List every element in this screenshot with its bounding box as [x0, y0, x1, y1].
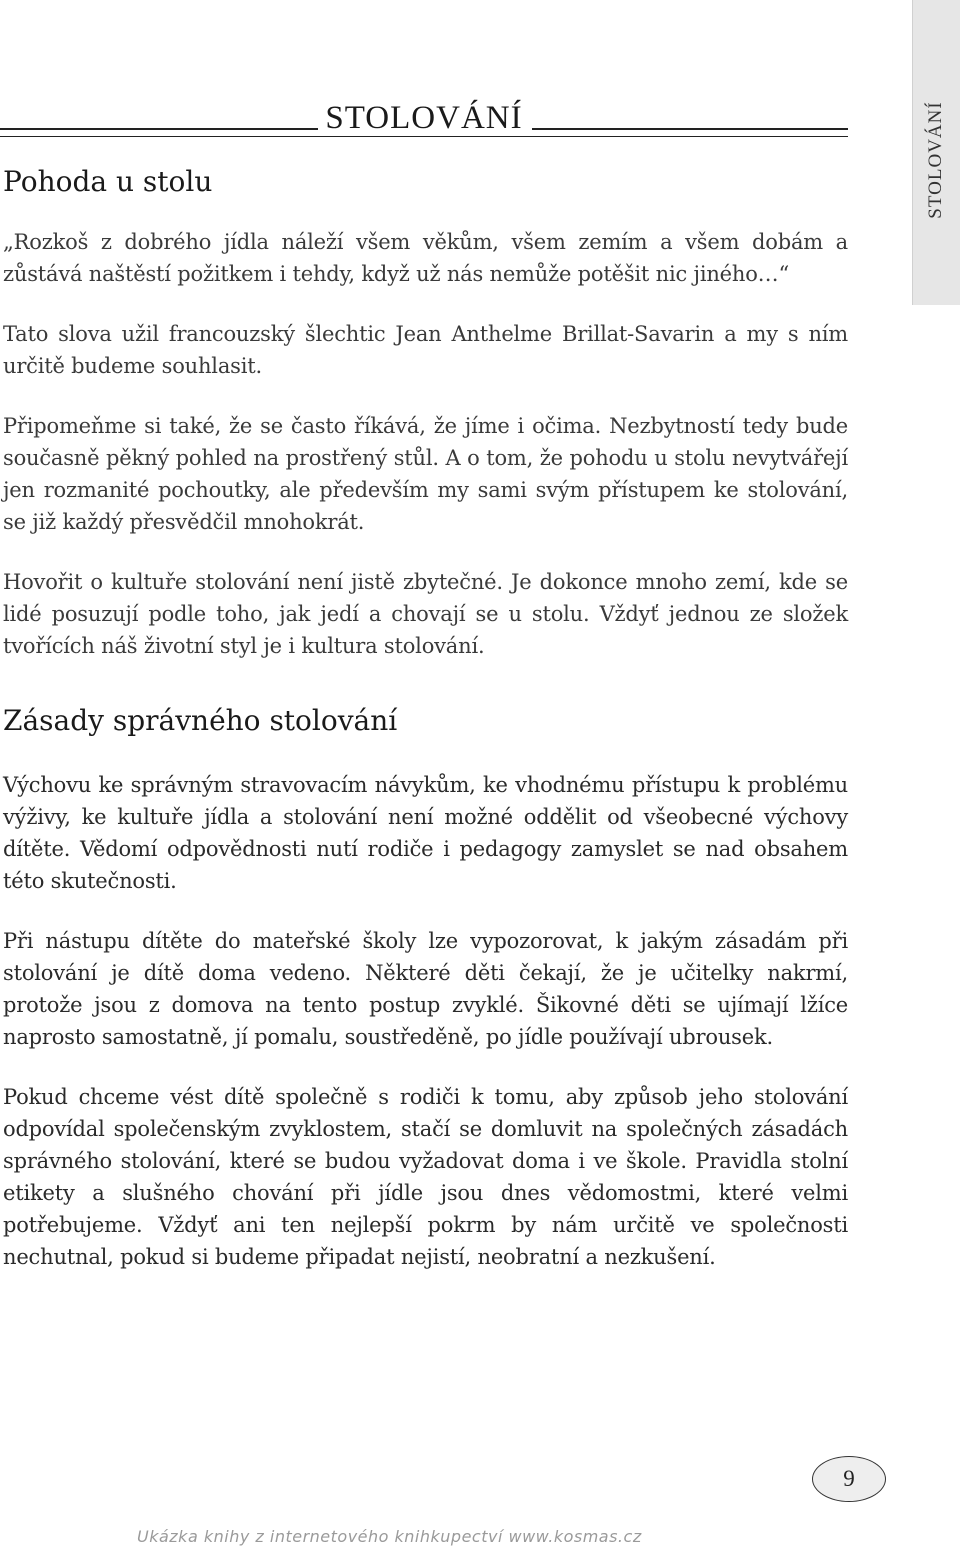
page-number: 9 — [812, 1456, 886, 1502]
paragraph: Připomeňme si také, že se často říkává, že jíme i očima. Nezbytností tedy bude současně pěkný pohled na prostřený stůl. A o tom, že pohodu u stolu nevytvářejí jen rozmanité pochoutky, ale především my sami svým přístupem ke stolování, se již každý přesvědčil mnohokrát. — [3, 414, 848, 534]
section-heading-pohoda: Pohoda u stolu — [3, 165, 213, 198]
chapter-title: STOLOVÁNÍ — [325, 100, 523, 136]
paragraph: Tato slova užil francouzský šlechtic Jean Anthelme Brillat-Savarin a my s ním určitě budeme souhlasit. — [3, 322, 848, 378]
section-heading-zasady: Zásady správného stolování — [3, 704, 398, 737]
paragraph: Pokud chceme vést dítě společně s rodiči k tomu, aby způsob jeho stolování odpovídal společenským zvyklostem, stačí se domluvit na společných zásadách správného stolování, které se budou vyžadovat doma i ve škole. Pravidla stolní etikety a slušného chování při jídle jsou dnes vědomostmi, které velmi potřebujeme. Vždyť ani ten nejlepší pokrm by nám určitě ve společnosti nechutnal, pokud si budeme připadat nejistí, neobratní a nezkušení. — [3, 1085, 848, 1269]
paragraph: Hovořit o kultuře stolování není jistě zbytečné. Je dokonce mnoho zemí, kde se lidé posuzují podle toho, jak jedí a chovají se u stolu. Vždyť jednou ze složek tvořících náš životní styl je i kultura stolování. — [3, 570, 848, 658]
paragraph: Výchovu ke správným stravovacím návykům, ke vhodnému přístupu k problému výživy, ke kultuře jídla a stolování není možné oddělit od všeobecné výchovy dítěte. Vědomí odpovědnosti nutí rodiče i pedagogy zamyslet se nad obsahem této skutečnosti. — [3, 773, 848, 893]
chapter-header — [0, 100, 848, 140]
quote-paragraph: „Rozkoš z dobrého jídla náleží všem věkům, všem zemím a všem dobám a zůstává naštěstí požitkem i tehdy, když už nás nemůže potěšit nic jiného…“ — [3, 230, 848, 286]
side-tab-label: STOLOVÁNÍ — [925, 101, 946, 219]
paragraph: Při nástupu dítěte do mateřské školy lze vypozorovat, k jakým zásadám při stolování je dítě doma vedeno. Některé děti čekají, že je učitelky nakrmí, protože jsou z domova na tento postup zvyklé. Šikovné děti se ujímají lžíce naprosto samostatně, jí pomalu, soustředěně, po jídle používají ubrousek. — [3, 929, 848, 1049]
footer-note: Ukázka knihy z internetového knihkupectví www.kosmas.cz — [137, 1527, 642, 1546]
page-content — [3, 165, 848, 1301]
